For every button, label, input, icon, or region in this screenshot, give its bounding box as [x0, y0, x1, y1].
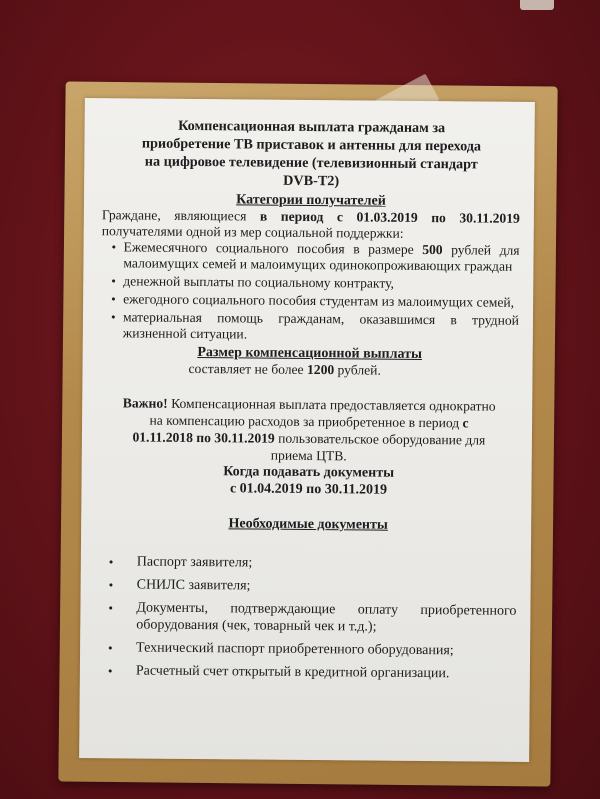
recipients-intro	[102, 207, 520, 243]
intro-before: Граждане, являющиеся	[101, 207, 247, 224]
recipients-heading: Категории получателей	[236, 192, 386, 209]
notice-title	[102, 116, 521, 192]
title-line: Компенсационная выплата гражданам за	[178, 117, 446, 137]
list-item	[107, 663, 516, 683]
list-item	[108, 554, 517, 574]
item-text-after: рублей для малоимущих семей и малоимущих одинокопроживающих граждан	[123, 242, 520, 274]
item-text: ежегодного социального пособия студентам из малоимущих семей,	[123, 291, 515, 310]
important-part2: пользовательское оборудование для приема ЦТВ.	[270, 430, 486, 464]
title-line: DVB-T2)	[283, 172, 340, 190]
intro-period: в период с 01.03.2019 по 30.11.2019	[259, 208, 520, 226]
documents-list	[98, 553, 517, 683]
amount-heading: Размер компенсационной выплаты	[197, 345, 423, 363]
bullet-icon: •	[111, 239, 117, 255]
item-bold: 500	[422, 241, 443, 258]
amount-value: 1200	[306, 361, 335, 378]
doc-item-text: СНИЛС заявителя;	[136, 577, 251, 594]
when-period-text: с 01.04.2019 по 30.11.2019	[229, 481, 388, 498]
item-text: Ежемесячного социального пособия в размере	[123, 239, 423, 257]
list-item	[108, 577, 517, 597]
notice-paper	[79, 98, 535, 762]
doc-item-text: Паспорт заявителя;	[136, 554, 253, 571]
important-label: Важно!	[122, 395, 168, 411]
bullet-icon: •	[107, 663, 113, 679]
bullet-icon: •	[108, 640, 113, 656]
list-item	[111, 239, 520, 274]
intro-after: получателями одной из мер социальной поддержки:	[101, 223, 404, 241]
doc-item-text: Документы, подтверждающие оплату приобретенного оборудования (чек, товарный чек и т.д.);	[136, 600, 517, 635]
list-item	[108, 640, 516, 660]
documents-heading: Необходимые документы	[228, 516, 388, 533]
bullet-icon: •	[110, 309, 116, 325]
title-line: приобретение ТВ приставок и антенны для перехода	[141, 135, 482, 155]
bullet-icon: •	[111, 273, 116, 289]
title-line: на цифровое телевидение (телевизионный стандарт	[144, 153, 478, 173]
bullet-icon: •	[108, 577, 114, 593]
bullet-icon: •	[108, 600, 114, 616]
important-period: с 01.11.2018 по 30.11.2019	[132, 415, 469, 446]
list-item	[110, 309, 520, 344]
important-text	[100, 394, 519, 466]
recipients-list	[101, 239, 520, 345]
list-item	[111, 273, 519, 292]
amount-after: рублей.	[334, 362, 381, 378]
list-item	[111, 291, 519, 310]
item-text: материальная помощь гражданам, оказавшимся в трудной жизненной ситуации.	[122, 309, 520, 342]
when-heading-text: Когда подавать документы	[223, 464, 395, 481]
doc-item-text: Технический паспорт приобретенного оборудования;	[136, 640, 454, 659]
bullet-icon: •	[108, 554, 114, 570]
amount-before: составляет не более	[188, 360, 308, 377]
item-text: денежной выплаты по социальному контракту,	[123, 273, 395, 291]
bullet-icon: •	[111, 291, 116, 307]
wall-mark	[520, 0, 554, 10]
important-part1: Компенсационная выплата предоставляется однократно на компенсацию расходов за приобретенное в период	[149, 395, 496, 431]
doc-item-text: Расчетный счет открытый в кредитной организации.	[135, 663, 450, 682]
list-item	[108, 600, 517, 637]
